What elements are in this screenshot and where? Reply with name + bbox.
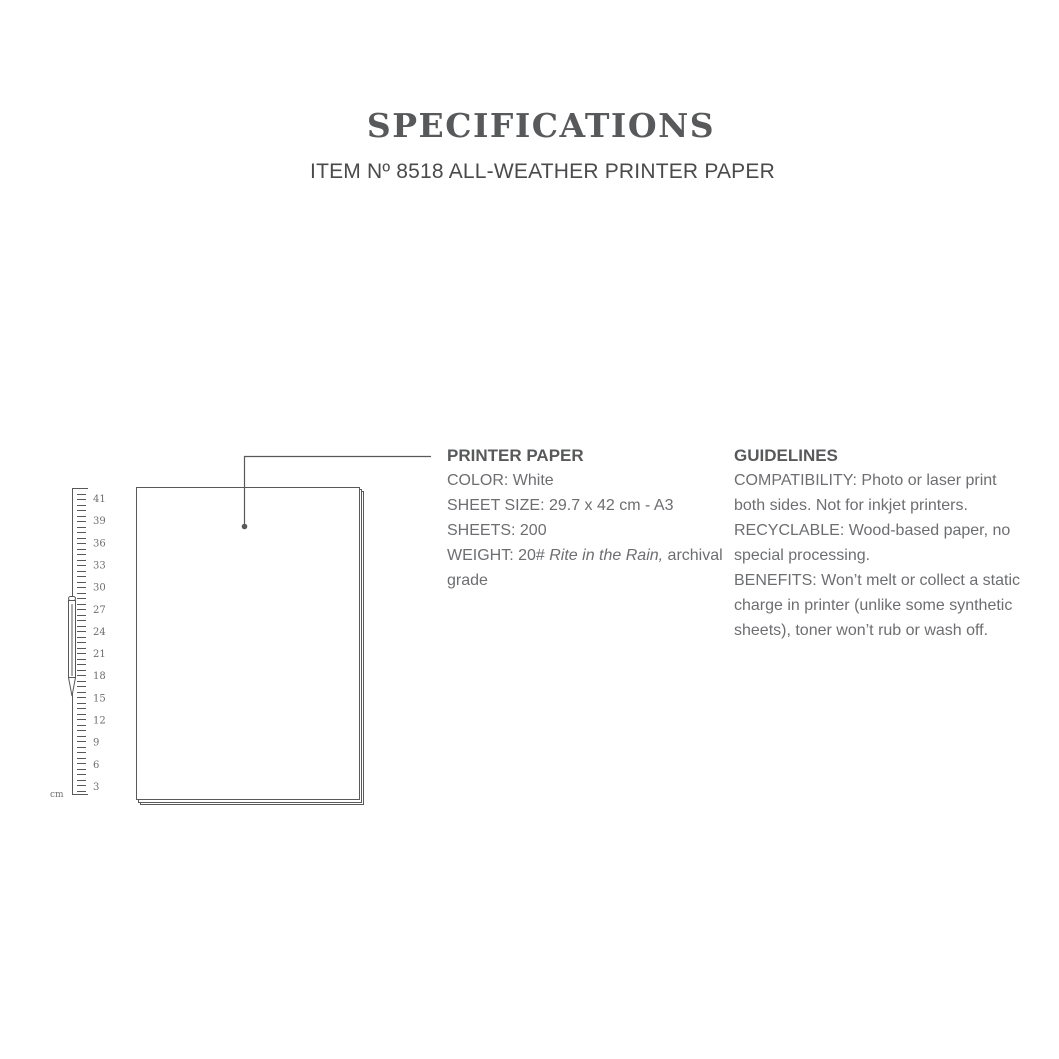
ruler-label: 24 bbox=[93, 626, 106, 638]
ruler-label: 41 bbox=[93, 494, 106, 505]
ruler-label: 21 bbox=[93, 649, 106, 661]
printer-paper-specs bbox=[447, 443, 727, 593]
page-title: SPECIFICATIONS bbox=[366, 106, 716, 145]
ruler-label: 3 bbox=[93, 782, 100, 793]
guidelines-specs bbox=[734, 443, 1024, 643]
ruler-label: 15 bbox=[93, 693, 106, 705]
ruler-label: 36 bbox=[93, 538, 106, 550]
pencil-icon bbox=[69, 597, 76, 697]
spec-weight-brand: Rite in the Rain, bbox=[549, 547, 664, 564]
ream-top-sheet bbox=[137, 488, 360, 800]
ruler-labels bbox=[93, 494, 106, 793]
guideline-recyclable: RECYCLABLE: Wood-based paper, no special processing. bbox=[734, 522, 1011, 564]
ruler-label: 9 bbox=[93, 737, 100, 749]
ruler-label: 27 bbox=[93, 604, 106, 616]
page-subtitle: ITEM Nº 8518 ALL-WEATHER PRINTER PAPER bbox=[310, 160, 775, 183]
printer-paper-heading: PRINTER PAPER bbox=[447, 446, 584, 465]
spec-weight-suffix: archival grade bbox=[447, 547, 723, 589]
spec-weight-prefix: WEIGHT: 20# bbox=[447, 547, 550, 564]
guidelines-heading: GUIDELINES bbox=[734, 446, 838, 465]
paper-ream bbox=[137, 488, 364, 805]
ruler-ticks bbox=[77, 495, 86, 792]
spec-weight bbox=[447, 543, 727, 593]
guideline-compatibility: COMPATIBILITY: Photo or laser print both sides. Not for inkjet printers. bbox=[734, 472, 997, 514]
guideline-benefits: BENEFITS: Won’t melt or collect a static charge in printer (unlike some synthetic sheets), toner won’t rub or wash off. bbox=[734, 572, 1021, 639]
ruler-label: 12 bbox=[93, 715, 106, 727]
ruler-label: 39 bbox=[93, 516, 106, 528]
spec-sheets: SHEETS: 200 bbox=[447, 522, 547, 539]
ruler-label: 30 bbox=[93, 582, 106, 594]
ruler-label: 18 bbox=[93, 671, 106, 683]
callout-dot bbox=[242, 524, 248, 530]
ruler-label: 33 bbox=[93, 560, 106, 572]
spec-color: COLOR: White bbox=[447, 472, 554, 489]
spec-sheet-size: SHEET SIZE: 29.7 x 42 cm - A3 bbox=[447, 497, 674, 514]
ruler-label: 6 bbox=[93, 759, 100, 771]
ruler-unit-label: cm bbox=[50, 790, 64, 800]
